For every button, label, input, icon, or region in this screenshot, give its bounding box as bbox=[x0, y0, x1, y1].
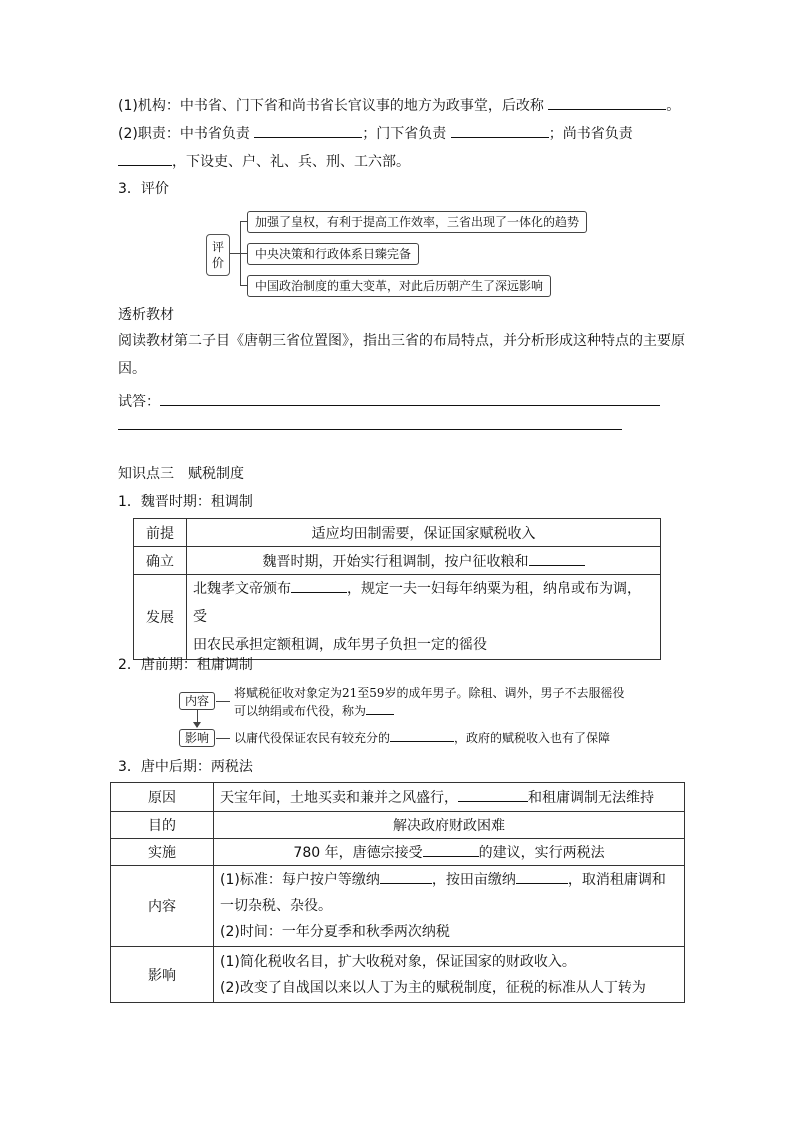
diagram2-text-2b: ，政府的赋税收入也有了保障 bbox=[454, 731, 611, 745]
row-head-develop: 发展 bbox=[134, 575, 187, 660]
impact-text-a: (1)简化税收名目，扩大收税对象，保证国家的财政收入。 bbox=[220, 953, 576, 970]
row-head-reason: 原因 bbox=[111, 783, 214, 812]
table-row bbox=[134, 519, 661, 547]
answer-blank-1[interactable] bbox=[160, 391, 660, 406]
row-content-implement bbox=[214, 839, 685, 866]
develop-text-c: 田农民承担定额租调，成年男子负担一定的徭役 bbox=[193, 637, 487, 653]
diagram2-text-1a: 将赋税征收对象定为21至59岁的成年男子。除租、调外，男子不去服徭役 bbox=[234, 686, 625, 700]
item2-part-c: ；尚书省负责 bbox=[548, 126, 633, 142]
reason-text-b: 和租庸调制无法维持 bbox=[528, 790, 654, 806]
table-row bbox=[111, 812, 685, 839]
content-text-d: 一切杂税、杂役。 bbox=[220, 898, 332, 914]
establish-text: 魏晋时期，开始实行租调制，按户征收粮和 bbox=[262, 553, 529, 570]
content-text-b: ，按田亩缴纳 bbox=[431, 872, 516, 888]
item1-blank[interactable] bbox=[548, 95, 666, 110]
row-content-develop bbox=[187, 575, 661, 660]
row-head-content: 内容 bbox=[111, 866, 214, 947]
table-row bbox=[111, 783, 685, 812]
sub3-heading: 3．唐中后期：两税法 bbox=[118, 759, 253, 775]
content-text-e: (2)时间：一年分夏季和秋季两次纳税 bbox=[220, 924, 450, 940]
item1-line bbox=[118, 95, 680, 116]
row-head-impact: 影响 bbox=[111, 947, 214, 1003]
answer-label: 试答： bbox=[118, 394, 160, 410]
diagram2-text-2a: 以庸代役保证农民有较充分的 bbox=[234, 731, 391, 745]
diagram2-text-2-line bbox=[234, 729, 610, 747]
develop-blank[interactable] bbox=[291, 578, 347, 593]
item2-line bbox=[118, 123, 633, 144]
row-content-impact bbox=[214, 947, 685, 1003]
impact-box: 影响 bbox=[179, 729, 215, 747]
item2-blank-2[interactable] bbox=[451, 123, 549, 138]
diagram2-blank-1[interactable] bbox=[366, 702, 394, 715]
analysis-question-cont: 因。 bbox=[118, 361, 146, 377]
analysis-question: 阅读教材第二子目《唐朝三省位置图》，指出三省的布局特点，并分析形成这种特点的主要原 bbox=[118, 333, 685, 349]
row-content-purpose: 解决政府财政困难 bbox=[214, 812, 685, 839]
sub1-heading: 1．魏晋时期：租调制 bbox=[118, 494, 253, 510]
diagram2-text-1b: 可以纳绢或布代役，称为 bbox=[234, 704, 367, 718]
content-text-c: ，取消租庸调和 bbox=[567, 872, 666, 888]
table-row bbox=[111, 947, 685, 1003]
table-row bbox=[111, 866, 685, 947]
content-box: 内容 bbox=[179, 692, 215, 710]
item2-blank-1[interactable] bbox=[254, 123, 362, 138]
answer-blank-2[interactable] bbox=[118, 429, 622, 430]
answer-line-1 bbox=[118, 391, 660, 412]
diagram2-blank-2[interactable] bbox=[390, 729, 454, 742]
reason-blank[interactable] bbox=[458, 787, 528, 802]
evaluation-item-1: 加强了皇权，有利于提高工作效率，三省出现了一体化的趋势 bbox=[247, 211, 587, 233]
evaluation-item-3: 中国政治制度的重大变革，对此后历朝产生了深远影响 bbox=[247, 275, 551, 297]
table-row bbox=[111, 839, 685, 866]
table-row bbox=[134, 547, 661, 575]
item1-end: 。 bbox=[666, 98, 681, 114]
arrow-down-icon bbox=[193, 722, 201, 728]
knowledge3-title: 知识点三 赋税制度 bbox=[118, 466, 244, 482]
row-content-premise: 适应均田制需要，保证国家赋税收入 bbox=[187, 519, 661, 547]
establish-blank[interactable] bbox=[529, 551, 585, 566]
row-head-purpose: 目的 bbox=[111, 812, 214, 839]
content-text-a: (1)标准：每户按户等缴纳 bbox=[220, 872, 380, 888]
implement-text-a: 780 年，唐德宗接受 bbox=[293, 845, 423, 861]
row-content-reason bbox=[214, 783, 685, 812]
implement-text-b: 的建议，实行两税法 bbox=[478, 845, 605, 861]
content-blank-1[interactable] bbox=[380, 869, 432, 884]
row-content-content bbox=[214, 866, 685, 947]
item2-blank-3[interactable] bbox=[118, 151, 172, 166]
evaluation-label: 评价 bbox=[211, 240, 224, 270]
heading-evaluation: 3．评价 bbox=[118, 181, 169, 197]
item2-part-a: (2)职责：中书省负责 bbox=[118, 126, 250, 142]
develop-text-a: 北魏孝文帝颁布 bbox=[193, 581, 291, 597]
row-head-premise: 前提 bbox=[134, 519, 187, 547]
table-two-tax bbox=[110, 782, 685, 1003]
row-content-establish bbox=[187, 547, 661, 575]
analysis-title: 透析教材 bbox=[118, 307, 174, 323]
implement-blank[interactable] bbox=[423, 842, 479, 857]
item2-part-b: ；门下省负责 bbox=[362, 126, 447, 142]
row-head-establish: 确立 bbox=[134, 547, 187, 575]
item1-text: (1)机构：中书省、门下省和尚书省长官议事的地方为政事堂，后改称 bbox=[118, 98, 544, 114]
evaluation-label-box bbox=[206, 234, 230, 276]
diagram2-text-1b-line bbox=[234, 702, 394, 720]
table-row bbox=[134, 575, 661, 660]
content-blank-2[interactable] bbox=[516, 869, 568, 884]
table-zudiao bbox=[133, 518, 661, 660]
sub2-heading: 2．唐前期：租庸调制 bbox=[118, 657, 253, 673]
evaluation-item-2: 中央决策和行政体系日臻完备 bbox=[247, 243, 419, 265]
reason-text-a: 天宝年间，土地买卖和兼并之风盛行， bbox=[220, 790, 458, 806]
item2-part-d: ，下设吏、户、礼、兵、刑、工六部。 bbox=[172, 154, 410, 170]
row-head-implement: 实施 bbox=[111, 839, 214, 866]
item2-line-2 bbox=[118, 151, 410, 172]
impact-text-b: (2)改变了自战国以来以人丁为主的赋税制度，征税的标准从人丁转为 bbox=[220, 979, 646, 996]
develop-text-b: ，规定一夫一妇每年纳粟为租，纳帛或布为调，受 bbox=[193, 581, 641, 625]
